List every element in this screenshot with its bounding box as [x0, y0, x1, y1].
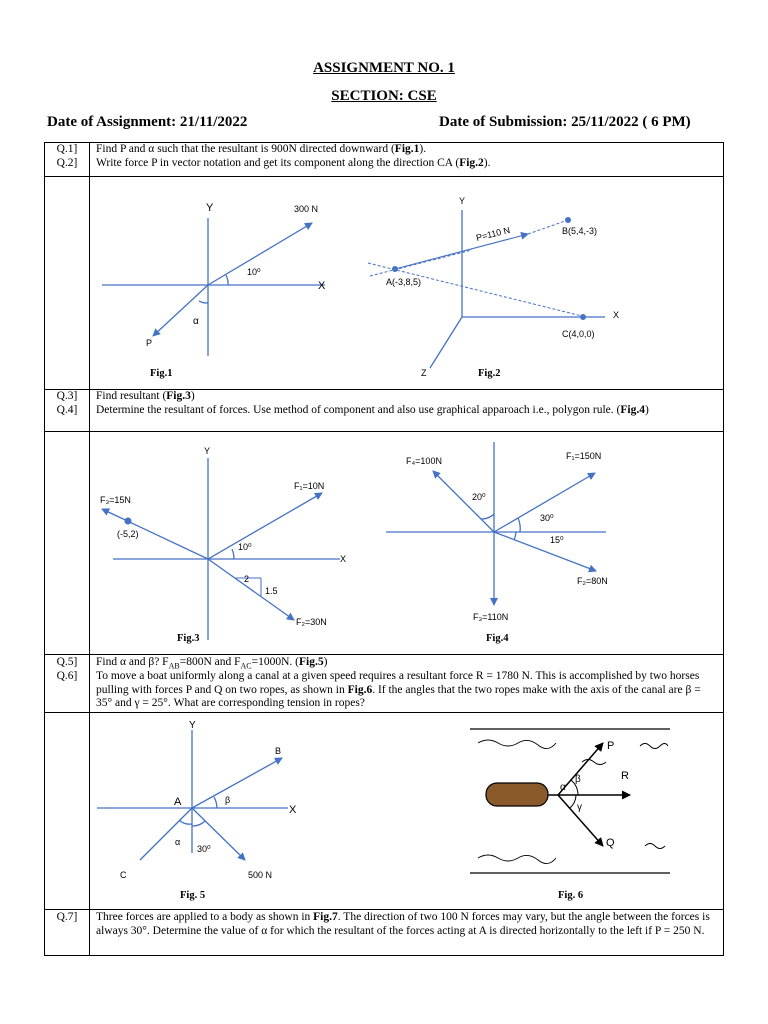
fig4-f4-label: F₄=100N — [406, 456, 442, 466]
fig5-point-a: A — [174, 796, 182, 808]
question-number: Q.7] — [56, 911, 78, 923]
question-text: Find P and α such that the resultant is 900N directed downward (Fig.1). — [96, 143, 427, 155]
fig2-x-label: X — [613, 310, 620, 320]
fig4-f2-label: F₂=80N — [577, 576, 608, 586]
fig4-f1-label: F₁=150N — [566, 451, 602, 461]
figure-4 — [386, 442, 606, 605]
fig5-angle-30: 30⁰ — [197, 844, 211, 854]
question-text: Find resultant (Fig.3) — [96, 390, 195, 402]
fig5-beta-label: β — [225, 795, 231, 805]
fig6-caption: Fig. 6 — [558, 890, 584, 901]
fig5-point-b: B — [275, 746, 282, 756]
fig4-angle-30: 30⁰ — [540, 513, 554, 523]
fig1-p-label: P — [146, 338, 153, 348]
question-text: Write force P in vector notation and get its component along the direction CA (Fig.2). — [96, 157, 491, 169]
fig3-run-label: 2 — [244, 574, 250, 584]
assignment-title: ASSIGNMENT NO. 1 — [313, 60, 455, 76]
date-of-submission: Date of Submission: 25/11/2022 ( 6 PM) — [439, 114, 691, 130]
fig3-y-label: Y — [204, 446, 211, 456]
fig6-alpha-label: α — [560, 782, 566, 793]
fig5-point-c: C — [120, 870, 127, 880]
fig4-angle-15: 15⁰ — [550, 535, 564, 545]
question-text: Three forces are applied to a body as shown in Fig.7. The direction of two 100 N forces may vary, but the angle between the forces is always 30°. Determine the value of α for which the resultant of the forces acting at A is directed horizontally to the left if P = 250 N. — [96, 911, 710, 937]
fig2-force-label: P=110 N — [475, 224, 512, 243]
fig5-x-label: X — [289, 804, 297, 816]
fig3-point-label: (-5,2) — [117, 529, 139, 539]
fig6-r-label: R — [621, 770, 629, 782]
fig4-caption: Fig.4 — [486, 633, 509, 644]
fig2-point-b-label: B(5,4,-3) — [562, 226, 598, 236]
fig2-z-label: Z — [421, 368, 427, 378]
boat-icon — [486, 783, 548, 806]
fig3-angle-label: 10⁰ — [238, 542, 252, 552]
fig1-y-label: Y — [206, 202, 214, 214]
figure-6 — [470, 729, 670, 873]
point-c — [580, 314, 586, 320]
fig5-alpha-label: α — [175, 837, 181, 847]
figure-1 — [102, 218, 325, 356]
question-number: Q.6] — [56, 670, 78, 682]
fig1-angle-label: 10⁰ — [247, 267, 261, 277]
fig3-f1-label: F₁=10N — [294, 481, 325, 491]
point-a — [392, 266, 398, 272]
question-text: Determine the resultant of forces. Use method of component and also use graphical apparoach i.e., polygon rule. (Fig.4) — [96, 404, 649, 416]
question-text: Find α and β? $F_{AB}=800N$ and $F_{AC}=1000N$. (Fig.5) — [96, 656, 328, 671]
question-number: Q.3] — [56, 390, 78, 402]
fig2-point-a-label: A(-3,8,5) — [386, 277, 422, 287]
figure-5 — [97, 730, 288, 860]
fig1-alpha-label: α — [193, 316, 199, 327]
fig3-caption: Fig.3 — [177, 633, 200, 644]
fig6-gamma-label: γ — [577, 802, 582, 813]
fig2-y-label: Y — [459, 196, 466, 206]
point-b — [565, 217, 571, 223]
fig3-f2-label: F₂=30N — [296, 617, 327, 627]
question-number: Q.1] — [56, 143, 78, 155]
section-title: SECTION: CSE — [331, 88, 437, 104]
fig3-rise-label: 1.5 — [265, 586, 278, 596]
question-number: Q.2] — [56, 157, 78, 169]
fig6-p-label: P — [607, 740, 615, 752]
fig6-q-label: Q — [606, 837, 615, 849]
fig2-point-c-label: C(4,0,0) — [562, 329, 595, 339]
question-number: Q.5] — [56, 656, 78, 668]
fig3-x-label: X — [340, 554, 347, 564]
fig5-force-label: 500 N — [248, 870, 273, 880]
date-of-assignment: Date of Assignment: 21/11/2022 — [47, 114, 248, 130]
fig4-angle-20: 20⁰ — [472, 492, 486, 502]
fig1-caption: Fig.1 — [150, 368, 173, 379]
fig6-beta-label: β — [575, 774, 581, 785]
fig1-force-label: 300 N — [294, 204, 319, 214]
fig1-x-label: X — [318, 280, 326, 292]
fig4-f3-label: F₃=110N — [473, 612, 509, 622]
fig2-caption: Fig.2 — [478, 368, 501, 379]
fig3-f3-label: F₃=15N — [100, 495, 131, 505]
question-text: To move a boat uniformly along a canal at a given speed requires a resultant force R = 1780 N. This is accomplished by two horses pulling with forces P and Q on two ropes, as shown in Fig.6. If the angles that the two ropes make with the axis of the canal are β = 35° and γ = 25°. What are corresponding tension in ropes? — [96, 670, 701, 709]
question-number: Q.4] — [56, 404, 78, 416]
fig5-y-label: Y — [189, 720, 196, 731]
fig5-caption: Fig. 5 — [180, 890, 206, 901]
point-minus-5-2 — [125, 518, 132, 525]
